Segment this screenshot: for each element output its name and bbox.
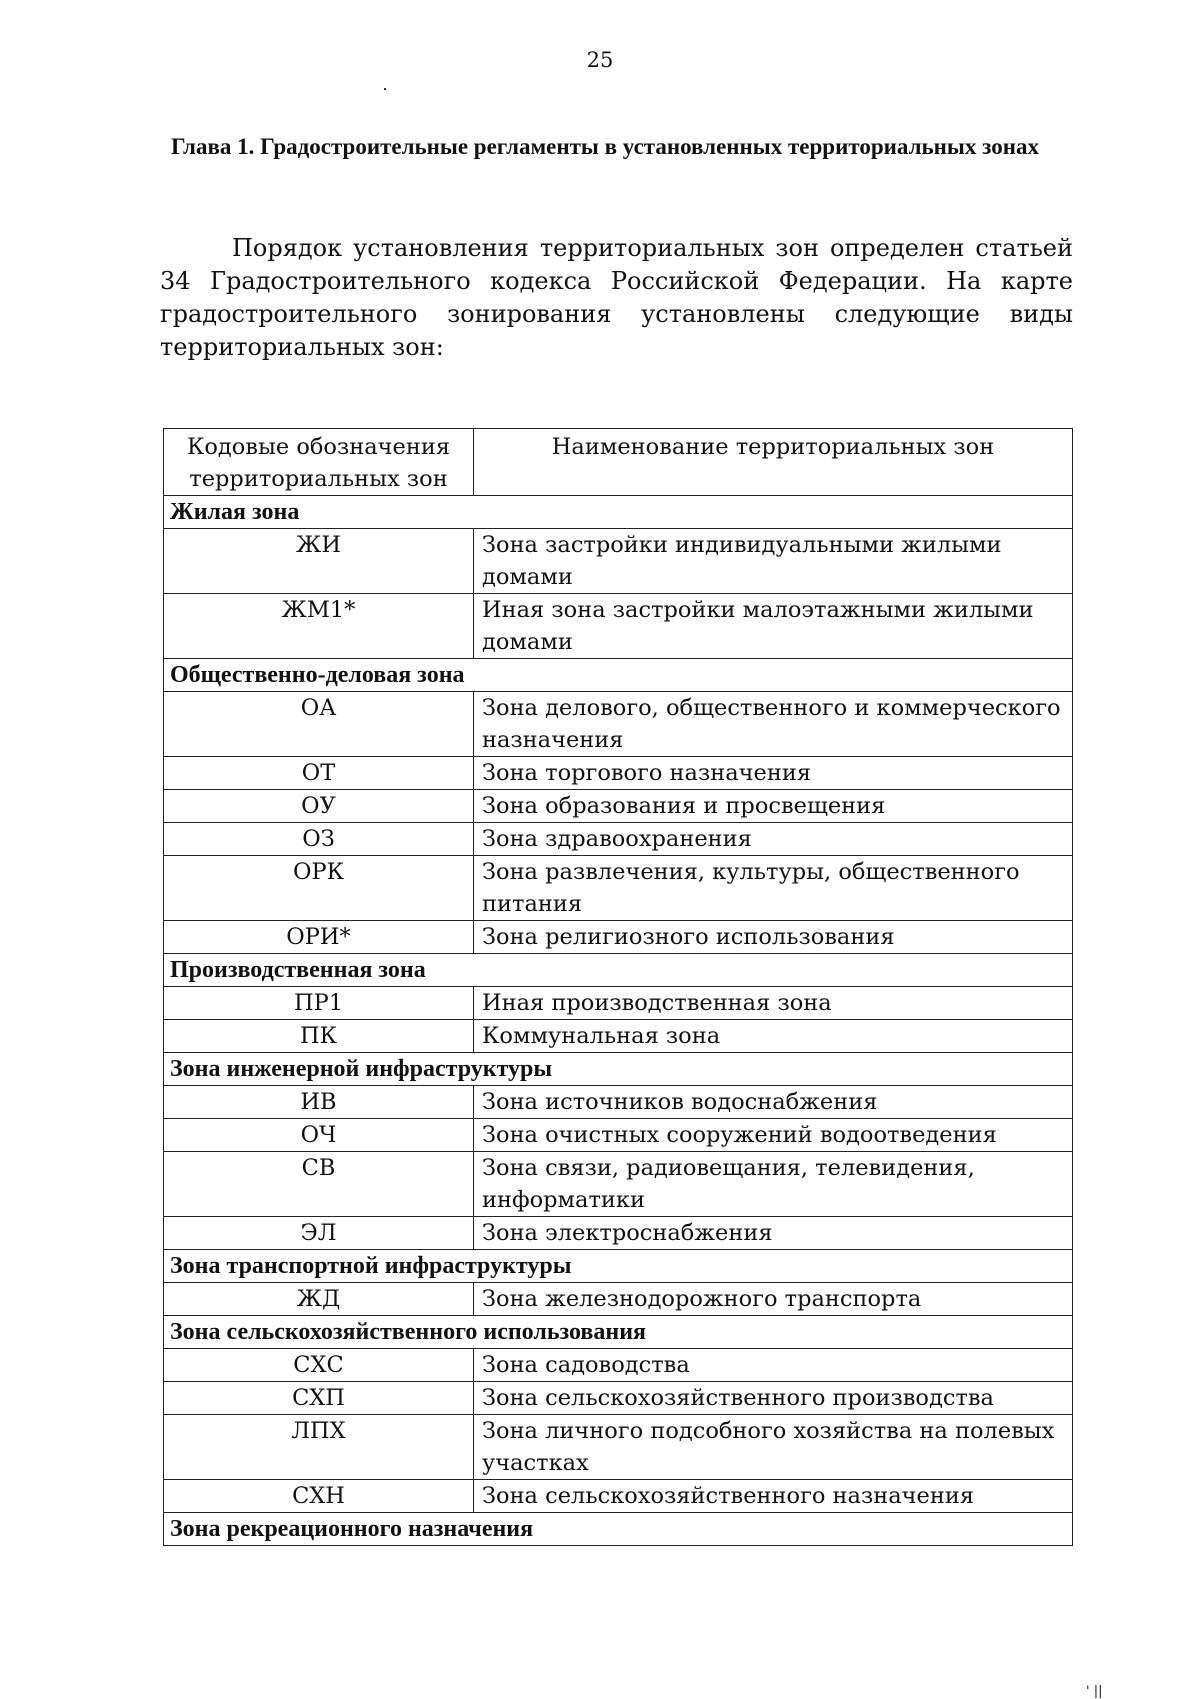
table-row [164,1415,1073,1480]
group-row [164,1053,1073,1086]
group-row [164,1316,1073,1349]
group-row [164,659,1073,692]
table-row [164,1349,1073,1382]
group-row [164,954,1073,987]
zone-name: Зона электроснабжения [474,1217,1073,1250]
zone-name: Иная производственная зона [474,987,1073,1020]
group-row [164,1250,1073,1283]
table-row [164,692,1073,757]
zone-code: ЖД [164,1283,474,1316]
zone-code: ОУ [164,790,474,823]
zone-code: ЛПХ [164,1415,474,1480]
zone-name: Зона сельскохозяйственного назначения [474,1480,1073,1513]
group-title: Общественно-деловая зона [164,659,1073,692]
group-title: Производственная зона [164,954,1073,987]
chapter-title: Глава 1. Градостроительные регламенты в установленных территориальных зонах [171,134,1039,159]
table-row [164,1217,1073,1250]
zone-name: Зона религиозного использования [474,921,1073,954]
zone-code: ОТ [164,757,474,790]
zone-code: СХП [164,1382,474,1415]
table-row [164,529,1073,594]
table-row [164,1086,1073,1119]
zone-name: Зона связи, радиовещания, телевидения, информатики [474,1152,1073,1217]
group-row [164,1513,1073,1546]
zone-name: Зона сельскохозяйственного производства [474,1382,1073,1415]
table-row [164,1382,1073,1415]
zone-name: Зона торгового назначения [474,757,1073,790]
corner-mark: ' || [1086,1684,1103,1699]
table-row [164,1020,1073,1053]
table-row [164,1283,1073,1316]
group-title: Зона инженерной инфраструктуры [164,1053,1073,1086]
group-title: Жилая зона [164,496,1073,529]
zone-name: Зона здравоохранения [474,823,1073,856]
zone-name: Зона садоводства [474,1349,1073,1382]
zone-code: СХС [164,1349,474,1382]
zone-code: СХН [164,1480,474,1513]
zone-code: ЖИ [164,529,474,594]
zones-table [163,428,1073,1546]
zone-code: СВ [164,1152,474,1217]
table-row [164,823,1073,856]
zone-code: ОЗ [164,823,474,856]
group-title: Зона сельскохозяйственного использования [164,1316,1073,1349]
zone-code: ЖМ1* [164,594,474,659]
group-title: Зона транспортной инфраструктуры [164,1250,1073,1283]
group-title: Зона рекреационного назначения [164,1513,1073,1546]
table-row [164,1480,1073,1513]
zone-name: Зона застройки индивидуальными жилыми домами [474,529,1073,594]
zone-name: Зона железнодорожного транспорта [474,1283,1073,1316]
zone-code: ОРИ* [164,921,474,954]
zone-name: Зона делового, общественного и коммерческого назначения [474,692,1073,757]
table-row [164,1152,1073,1217]
zones-table-body [164,496,1073,1546]
zone-name: Зона образования и просвещения [474,790,1073,823]
zone-name: Коммунальная зона [474,1020,1073,1053]
zone-name: Зона очистных сооружений водоотведения [474,1119,1073,1152]
zone-name: Зона развлечения, культуры, общественного питания [474,856,1073,921]
table-row [164,1119,1073,1152]
table-row [164,594,1073,659]
group-row [164,496,1073,529]
table-header-row [164,429,1073,496]
zone-code: ОА [164,692,474,757]
table-row [164,757,1073,790]
zone-name: Зона личного подсобного хозяйства на полевых участках [474,1415,1073,1480]
header-code: Кодовые обозначения территориальных зон [164,429,474,496]
zone-code: ПР1 [164,987,474,1020]
table-row [164,790,1073,823]
zone-code: ОРК [164,856,474,921]
intro-paragraph: Порядок установления территориальных зон определен статьей 34 Градостроительного кодекса Российской Федерации. На карте градостроительного зонирования установлены следующие виды территориальных зон: [160,234,1073,361]
table-row [164,987,1073,1020]
table-row [164,921,1073,954]
zone-code: ИВ [164,1086,474,1119]
zone-name: Иная зона застройки малоэтажными жилыми домами [474,594,1073,659]
scan-speck [384,88,386,90]
zone-name: Зона источников водоснабжения [474,1086,1073,1119]
zone-code: ЭЛ [164,1217,474,1250]
zone-code: ОЧ [164,1119,474,1152]
header-name: Наименование территориальных зон [474,429,1073,496]
table-row [164,856,1073,921]
page-number: 25 [586,48,614,72]
zone-code: ПК [164,1020,474,1053]
